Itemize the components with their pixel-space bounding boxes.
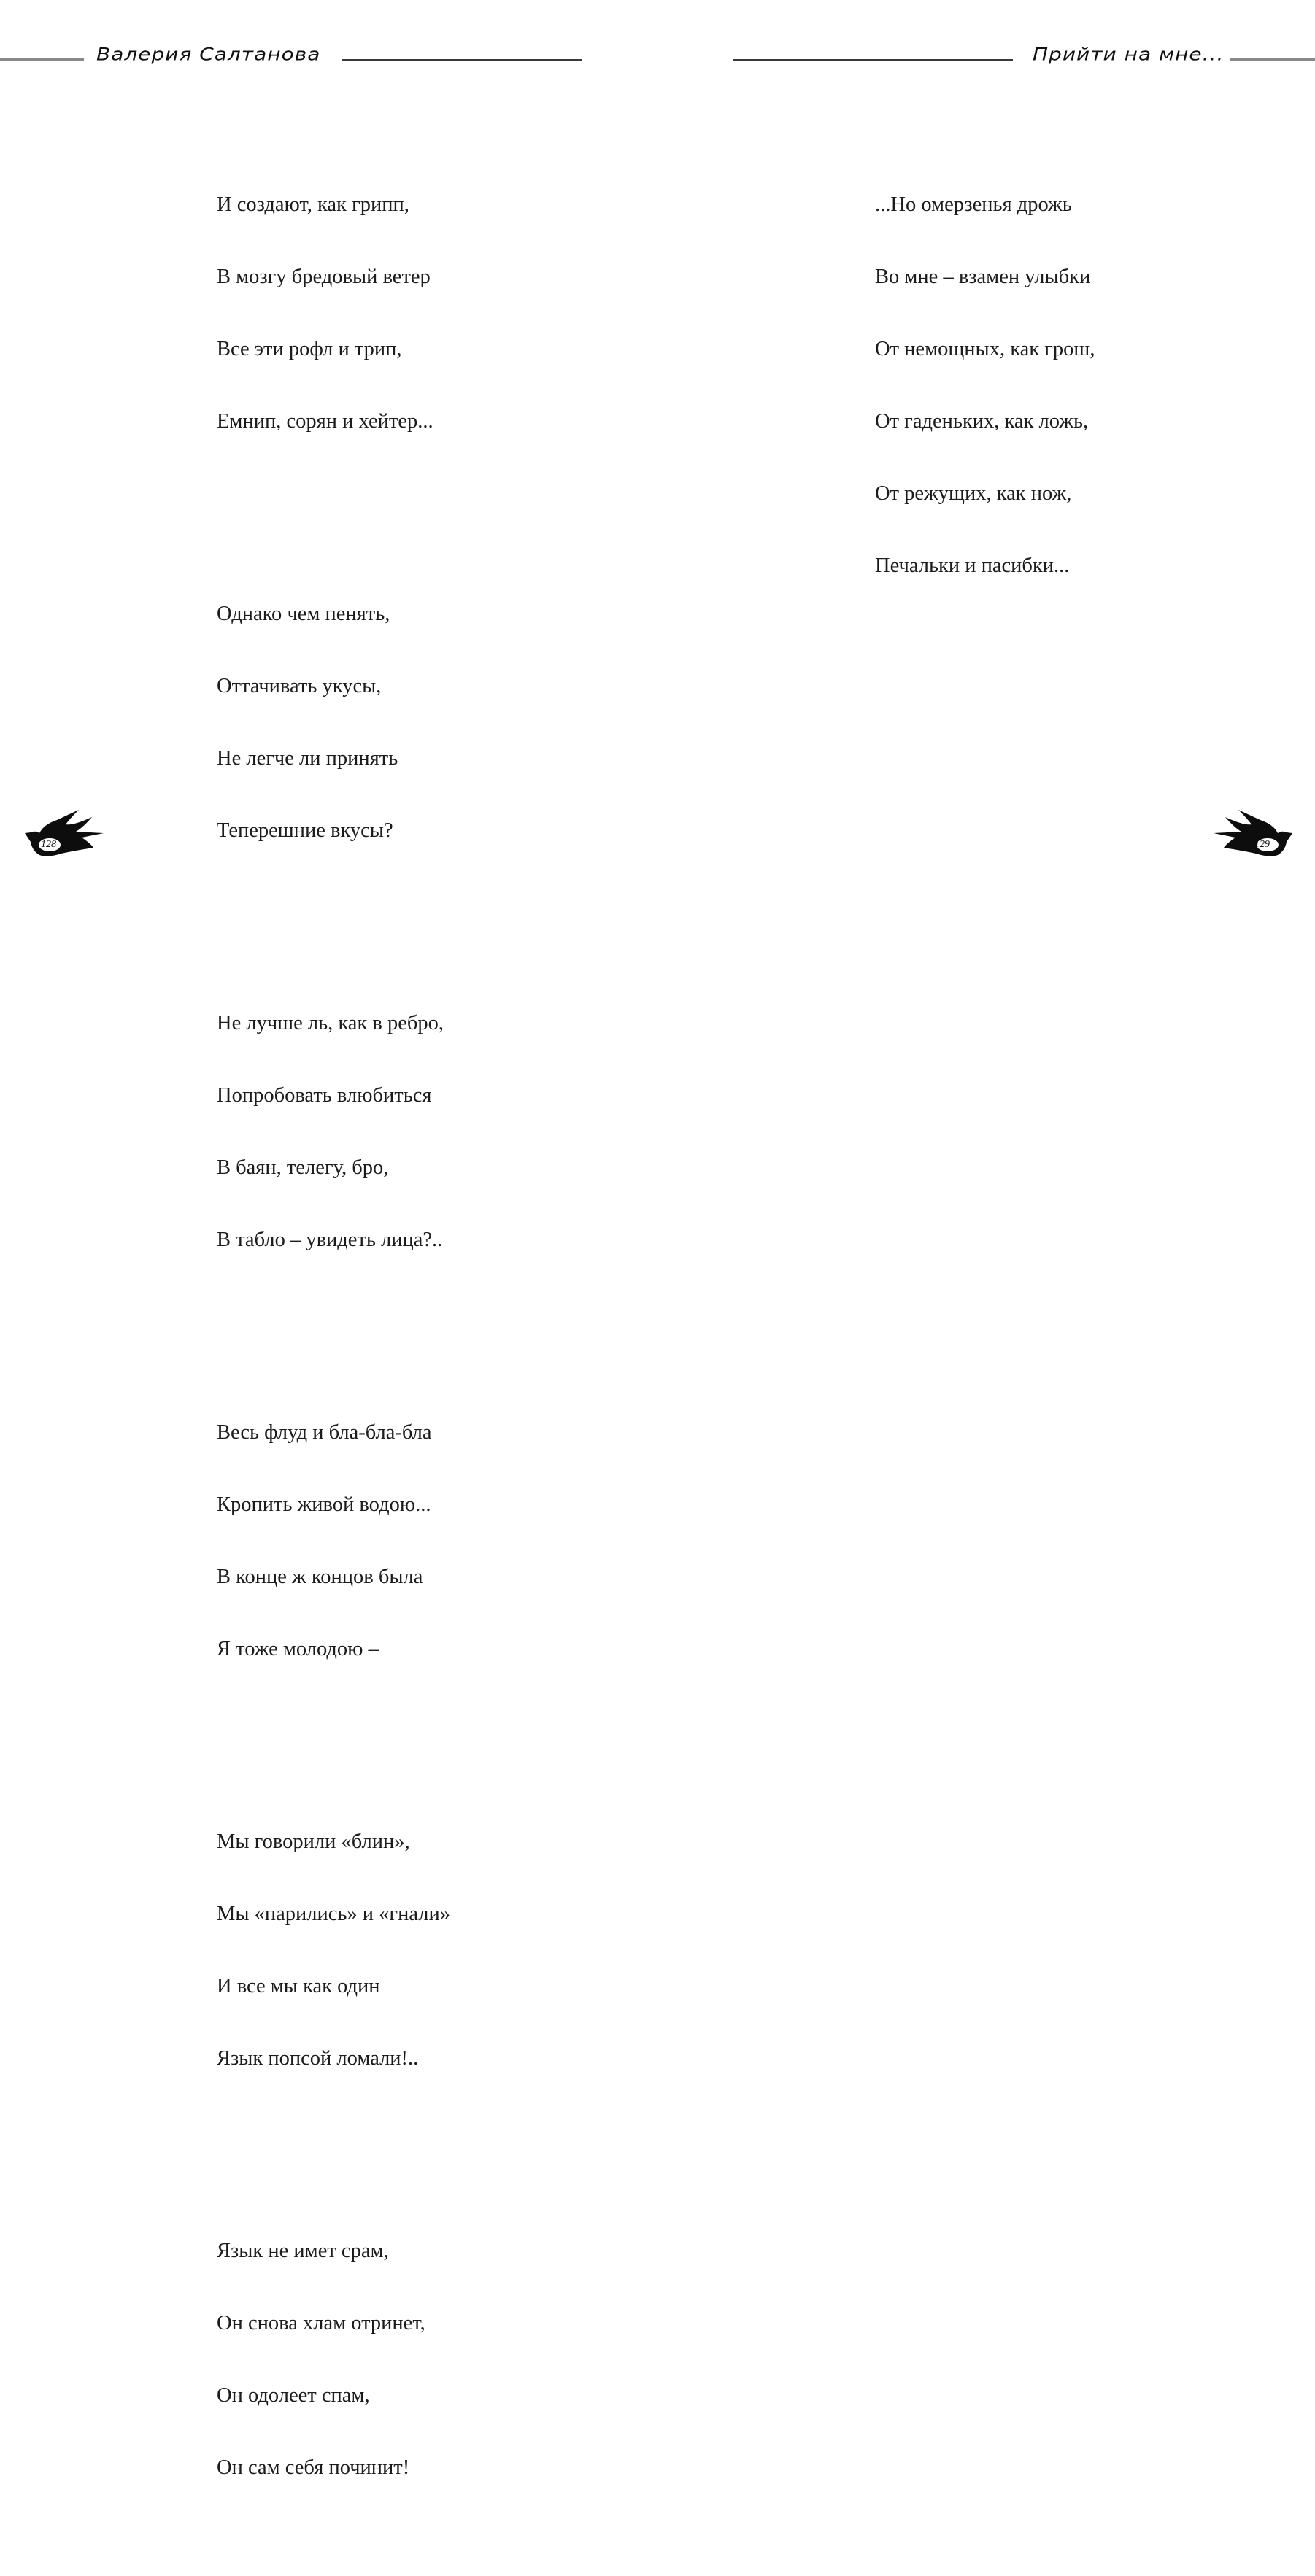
stanza [217,144,450,481]
poem-right [875,96,1095,674]
poem-line: Кропить живой водою... [217,1493,431,1516]
poem-line: В табло – увидеть лица?.. [217,1229,443,1251]
poem-line: В мозгу бредовый ветер [217,266,431,288]
poem-line: И все мы как один [217,1975,380,1997]
swallow-icon [22,808,109,867]
poem-line: Мы «парились» и «гнали» [217,1903,450,1925]
stanza [217,554,450,891]
poem-line: Не легче ли принять [217,747,398,770]
stanza [217,1372,450,1709]
poem-line: Однако чем пенять, [217,603,390,625]
poem-line: От гаденьких, как ложь, [875,410,1089,433]
poem-line: Язык попсой ломали!.. [217,2047,419,2070]
poem-line: Он одолеет спам, [217,2384,370,2407]
poem-line: Я тоже молодою – [217,1638,379,1660]
poem-line: Во мне – взамен улыбки [875,266,1091,288]
poem-line: Попробовать влюбиться [217,1084,432,1107]
poem-line: Он сам себя починит! [217,2456,410,2479]
header-rule-left-outer [0,58,84,61]
stanza [875,144,1095,626]
page-number-left: 128 [41,839,56,850]
header-rule-right-inner [733,59,1013,61]
stanza [217,1782,450,2119]
poem-line: Все эти рофл и трип, [217,338,402,360]
poem-left [217,96,450,2576]
poem-line: В баян, телегу, бро, [217,1156,389,1179]
poem-line: Оттачивать укусы, [217,675,382,697]
poem-line: Не лучше ль, как в ребро, [217,1012,444,1034]
poem-line: ...Но омерзенья дрожь [875,193,1072,216]
poem-line: И создают, как грипп, [217,193,409,216]
swallow-icon [1208,808,1295,867]
poem-line: Теперешние вкусы? [217,819,393,842]
poem-line: В конце ж концов была [217,1566,423,1588]
header-rule-left-inner [342,59,582,61]
poem-line: От немощных, как грош, [875,338,1095,360]
page-number-right: 129 [1254,839,1270,850]
poem-line: Мы говорили «блин», [217,1830,410,1853]
stanza [217,2191,450,2528]
poem-line: Весь флуд и бла-бла-бла [217,1421,432,1444]
poem-line: Язык не имет срам, [217,2240,389,2262]
poem-line: Он снова хлам отринет, [217,2312,425,2335]
running-head-title: Прийти на мне... [1033,44,1225,65]
header-rule-right-outer [1230,58,1315,61]
running-head-author: Валерия Салтанова [96,44,321,65]
poem-line: От режущих, как нож, [875,482,1072,505]
poem-line: Печальки и пасибки... [875,554,1070,577]
stanza [217,963,450,1300]
poem-line: Емнип, сорян и хейтер... [217,410,433,433]
